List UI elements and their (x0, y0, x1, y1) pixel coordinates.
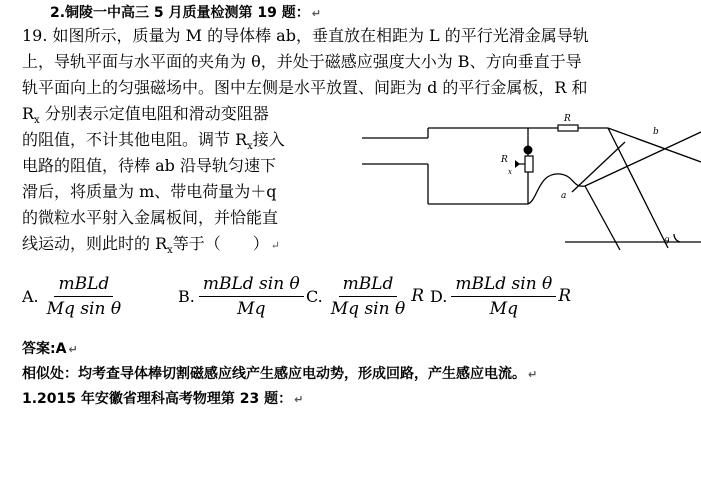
label-b: b (653, 127, 659, 137)
junction-dot (524, 146, 533, 155)
question-line-4: $R_x$ 分别表示定值电阻和滑动变阻器 (22, 104, 269, 127)
answer-line: 答案:A ↵ (22, 341, 78, 357)
question-line-6: 电路的阻值，待棒 ab 沿导轨匀速下 (22, 156, 276, 175)
label-rx: R (501, 155, 508, 165)
circuit-figure (350, 100, 701, 250)
similarity-line: 相似处：均考查导体棒切割磁感应线产生感应电动势，形成回路，产生感应电流。 ↵ (22, 366, 538, 382)
label-rx-sub: x (508, 168, 512, 176)
option-c: C. $\frac{\text{mBLd}}{\text{Mq sin θ}}$ R (306, 273, 425, 319)
option-b: B. $\frac{\text{mBLd sin θ}}{Mq}$ (178, 268, 304, 324)
option-d: D. $\frac{\text{mBLd sin θ}}{Mq}$ R (430, 273, 572, 319)
question-line-8: 的微粒水平射入金属板间，并恰能直 (22, 208, 279, 227)
question-line-9: 线运动，则此时的 $R_x$等于（ ） ↵ (22, 234, 281, 257)
next-question-title: 1.2015 年安徽省理科高考物理第 23 题： ↵ (22, 391, 304, 407)
question-line-3: 轨平面向上的匀强磁场中。图中左侧是水平放置、间距为 d 的平行金属板，R 和 (22, 78, 588, 97)
question-line-7: 滑后，将质量为 m、带电荷量为＋q (22, 182, 277, 201)
option-a: A. $\frac{\text{mBLd}}{\text{Mq sin θ}}$ (22, 273, 122, 319)
resistor-r (558, 125, 578, 131)
question-line-1: 19. 如图所示，质量为 M 的导体棒 ab，垂直放在相距为 L 的平行光滑金属导轨 (22, 26, 589, 45)
header-title: 2.铜陵一中高三 5 月质量检测第 19 题： ↵ (50, 5, 321, 21)
rheostat-rx (525, 156, 533, 172)
question-line-5: 的阻值，不计其他电阻。调节 $R_x$接入 (22, 130, 285, 153)
label-a: a (561, 191, 567, 201)
label-theta: θ (664, 237, 670, 247)
question-line-2: 上，导轨平面与水平面的夹角为 θ，并处于磁感应强度大小为 B、方向垂直于导 (22, 52, 582, 71)
label-r: R (564, 114, 571, 124)
